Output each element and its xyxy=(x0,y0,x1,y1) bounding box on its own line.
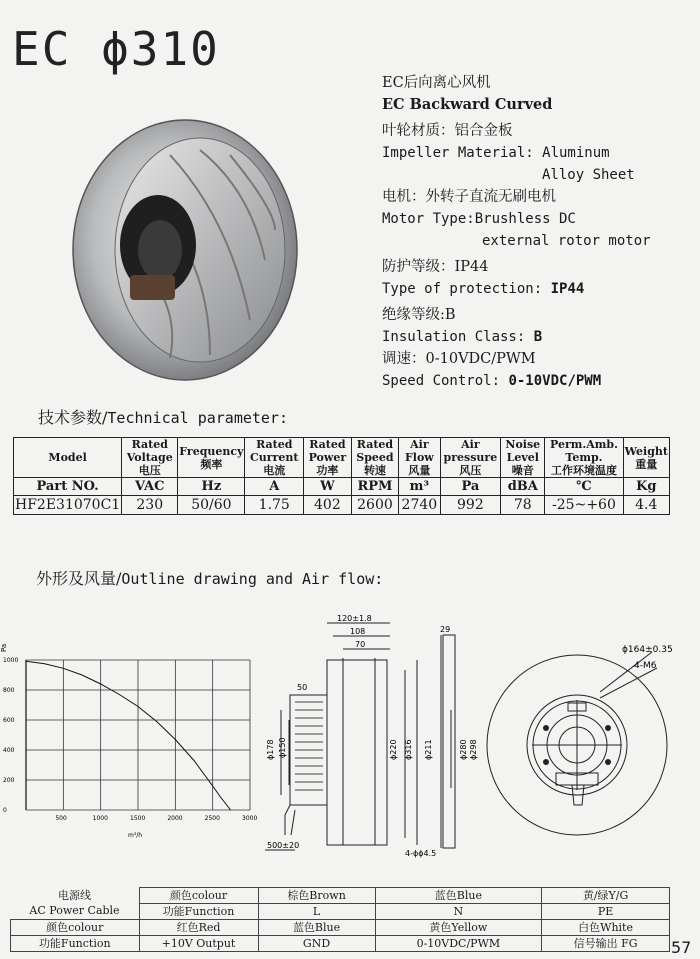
col-power-cn: 功率 xyxy=(316,464,339,477)
table-cell: m³ xyxy=(399,478,440,496)
impeller-en-1: Impeller Material: Aluminum xyxy=(382,145,610,161)
col-frequency-cn: 频率 xyxy=(200,457,223,471)
col-speed: Rated Speed xyxy=(356,438,394,464)
impeller-cn: 叶轮材质：铝合金板 xyxy=(382,123,513,139)
tech-heading xyxy=(38,405,288,428)
col-voltage: Rated Voltage xyxy=(126,438,173,464)
x-tick-label: 500 xyxy=(55,815,67,822)
spec-block xyxy=(382,72,692,392)
table-cell: -25~+60 xyxy=(545,496,623,515)
speed-en-value: 0-10VDC/PWM xyxy=(508,373,602,389)
table-cell: 棕色Brown xyxy=(258,888,375,904)
protection-en-value: IP44 xyxy=(550,281,585,297)
dim-70: 70 xyxy=(355,640,366,649)
type-en: EC Backward Curved xyxy=(382,96,553,113)
tech-heading-en: Technical parameter: xyxy=(107,409,289,427)
table-cell: dBA xyxy=(501,478,545,496)
col-pressure: Air pressure xyxy=(443,438,498,464)
table-row xyxy=(11,936,670,952)
dim-298: ϕ298 xyxy=(469,739,478,760)
impeller-en-2: Alloy Sheet xyxy=(542,167,635,183)
dim-120: 120±1.8 xyxy=(337,614,372,623)
table-cell: 功能Function xyxy=(139,904,258,920)
table-cell: 颜色colour xyxy=(11,920,140,936)
table-cell: 黄/绿Y/G xyxy=(542,888,670,904)
dim-108: 108 xyxy=(350,627,366,636)
table-cell: RPM xyxy=(351,478,398,496)
dim-164: ϕ164±0.35 xyxy=(622,645,673,655)
table-row xyxy=(14,496,670,515)
insulation-en-label: Insulation Class: xyxy=(382,329,526,345)
dim-220: ϕ220 xyxy=(389,739,398,760)
y-tick-label: 400 xyxy=(3,747,15,754)
table-cell: 白色White xyxy=(542,920,670,936)
cable-label-en: AC Power Cable xyxy=(29,904,120,918)
col-airflow-cn: 风量 xyxy=(408,464,431,477)
col-frequency: Frequency xyxy=(179,444,244,458)
mount-hole-icon xyxy=(543,759,549,765)
col-noise-cn: 噪音 xyxy=(511,464,534,477)
table-cell: 蓝色Blue xyxy=(375,888,542,904)
table-cell: Pa xyxy=(440,478,501,496)
col-temp-cn: 工作环境温度 xyxy=(550,464,617,477)
mount-hole-icon xyxy=(605,725,611,731)
x-tick-label: 2500 xyxy=(204,815,220,822)
mount-hole-icon xyxy=(605,759,611,765)
table-cell: 功能Function xyxy=(11,936,140,952)
table-row xyxy=(11,888,670,904)
table-units-row xyxy=(14,478,670,496)
table-cell: VAC xyxy=(122,478,178,496)
pressure-curve xyxy=(26,661,231,810)
table-cell: 50/60 xyxy=(178,496,245,515)
table-cell: 2600 xyxy=(351,496,398,515)
dim-holes: 4-ϕϕ4.5 xyxy=(405,849,437,858)
x-tick-label: 2000 xyxy=(167,815,183,822)
table-cell: 2740 xyxy=(399,496,440,515)
dim-500: 500±20 xyxy=(267,841,300,850)
table-cell: 992 xyxy=(440,496,501,515)
insulation-cn: 绝缘等级:B xyxy=(382,307,456,323)
y-tick-label: 0 xyxy=(3,807,7,814)
parameter-table xyxy=(13,437,670,515)
col-weight: Weight xyxy=(624,444,668,458)
table-cell: 230 xyxy=(122,496,178,515)
table-cell: +10V Output xyxy=(139,936,258,952)
table-cell: 红色Red xyxy=(139,920,258,936)
dim-50: 50 xyxy=(297,683,308,692)
table-cell: 颜色colour xyxy=(139,888,258,904)
insulation-en-value: B xyxy=(533,329,543,345)
table-cell: PE xyxy=(542,904,670,920)
motor-cn: 电机：外转子直流无刷电机 xyxy=(382,189,556,205)
table-cell: W xyxy=(304,478,352,496)
table-cell: HF2E31070C1 xyxy=(15,497,121,513)
col-model: Model xyxy=(48,451,87,464)
table-cell: ℃ xyxy=(545,478,623,496)
dim-280: ϕ280 xyxy=(459,739,468,760)
table-cell: 402 xyxy=(304,496,352,515)
fan-impeller-image xyxy=(60,110,305,385)
table-row xyxy=(11,920,670,936)
table-cell: 0-10VDC/PWM xyxy=(375,936,542,952)
dim-29: 29 xyxy=(440,625,451,634)
y-tick-label: 800 xyxy=(3,687,15,694)
y-axis-label: Pa xyxy=(0,643,8,652)
table-header-row xyxy=(14,438,670,478)
cable-table xyxy=(10,887,670,952)
col-speed-cn: 转速 xyxy=(363,464,386,477)
page-title: EC ϕ310 xyxy=(12,22,220,76)
type-cn: EC后向离心风机 xyxy=(382,75,491,91)
table-cell: Hz xyxy=(178,478,245,496)
outline-heading-cn: 外形及风量/ xyxy=(36,569,122,588)
airflow-chart xyxy=(0,635,262,840)
table-cell: 4.4 xyxy=(623,496,669,515)
speed-cn: 调速：0-10VDC/PWM xyxy=(382,351,536,367)
col-current-cn: 电流 xyxy=(263,464,286,477)
outline-heading-en: Outline drawing and Air flow: xyxy=(121,570,384,588)
x-tick-label: 1500 xyxy=(130,815,146,822)
y-tick-label: 200 xyxy=(3,777,15,784)
table-cell: A xyxy=(245,478,304,496)
front-view-drawing xyxy=(482,630,694,860)
table-cell: 蓝色Blue xyxy=(258,920,375,936)
outline-heading xyxy=(36,566,383,589)
table-cell: 78 xyxy=(501,496,545,515)
col-temp: Perm.Amb. Temp. xyxy=(549,438,618,464)
table-cell: 1.75 xyxy=(245,496,304,515)
col-voltage-cn: 电压 xyxy=(138,464,161,477)
mount-hole-icon xyxy=(543,725,549,731)
x-tick-label: 1000 xyxy=(92,815,108,822)
col-power: Rated Power xyxy=(308,438,347,464)
dim-211: ϕ211 xyxy=(424,739,433,760)
table-cell: GND xyxy=(258,936,375,952)
table-cell: Part NO. xyxy=(14,478,122,496)
dim-150: ϕ150 xyxy=(278,737,287,758)
col-pressure-cn: 风压 xyxy=(459,464,482,477)
col-airflow: Air Flow xyxy=(404,438,434,464)
dim-178: ϕ178 xyxy=(266,739,275,760)
table-cell: L xyxy=(258,904,375,920)
tech-heading-cn: 技术参数/ xyxy=(38,408,108,427)
cable-label-cn: 电源线 xyxy=(58,889,91,903)
page-number: 57 xyxy=(671,938,692,957)
y-tick-label: 1000 xyxy=(3,657,19,664)
dim-316: ϕ316 xyxy=(404,739,413,760)
y-tick-label: 600 xyxy=(3,717,15,724)
col-weight-cn: 重量 xyxy=(635,457,658,471)
motor-en-2: external rotor motor xyxy=(482,233,651,249)
protection-cn: 防护等级：IP44 xyxy=(382,259,489,275)
x-tick-label: 3000 xyxy=(242,815,258,822)
col-noise: Noise Level xyxy=(505,438,541,464)
dim-m6: 4-M6 xyxy=(634,661,657,671)
table-cell: Kg xyxy=(623,478,669,496)
motor-en-1: Motor Type:Brushless DC xyxy=(382,211,576,227)
col-current: Rated Current xyxy=(250,438,299,464)
table-cell: N xyxy=(375,904,542,920)
table-cell: 黄色Yellow xyxy=(375,920,542,936)
protection-en-label: Type of protection: xyxy=(382,281,543,297)
side-view-drawing xyxy=(255,610,480,865)
speed-en-label: Speed Control: xyxy=(382,373,501,389)
table-cell: 信号输出 FG xyxy=(542,936,670,952)
x-axis-label: m³/h xyxy=(128,832,143,839)
